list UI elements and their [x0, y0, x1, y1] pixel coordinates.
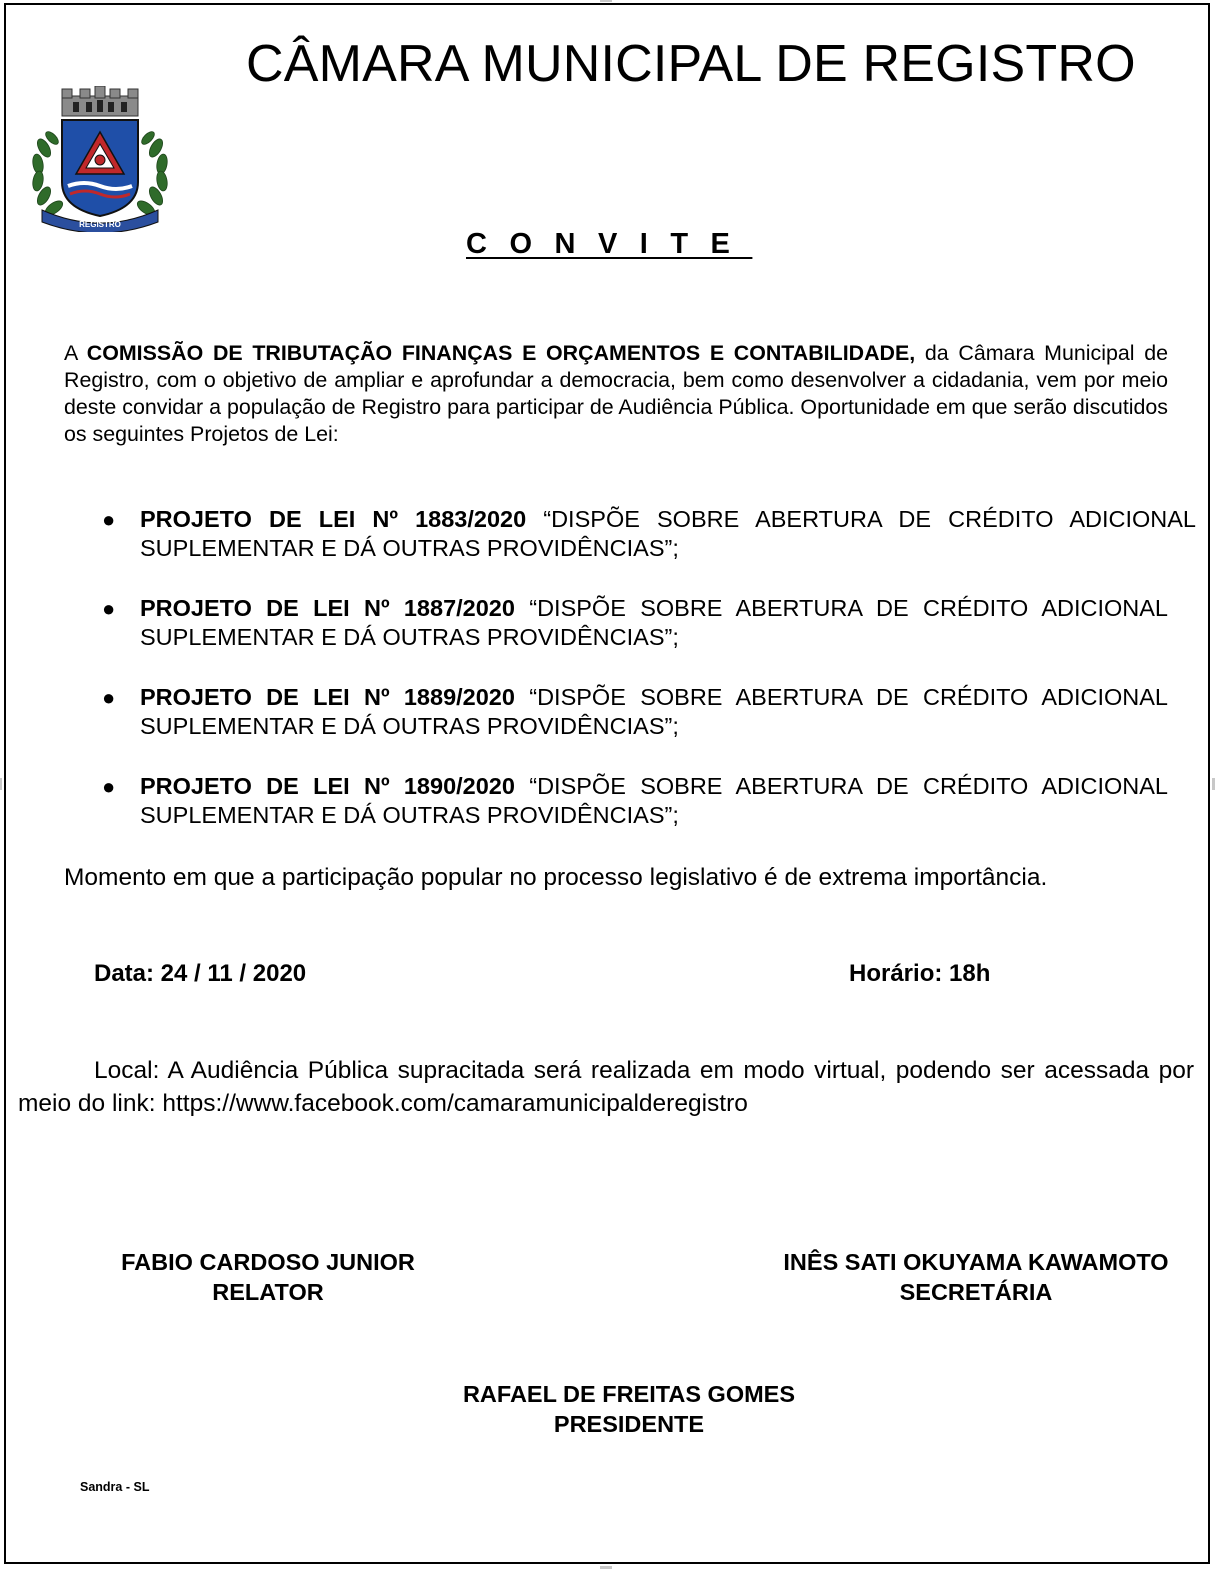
bill-description: “DISPÕE SOBRE ABERTURA DE CRÉDITO ADICIONAL SUPLEMENTAR E DÁ OUTRAS PROVIDÊNCIAS”;	[140, 684, 1168, 739]
bill-description: “DISPÕE SOBRE ABERTURA DE CRÉDITO ADICIONAL SUPLEMENTAR E DÁ OUTRAS PROVIDÊNCIAS”;	[140, 506, 1196, 561]
signature-block-secretaria	[760, 1247, 1192, 1307]
typist-initials: Sandra - SL	[80, 1480, 150, 1494]
signer-role: SECRETÁRIA	[899, 1279, 1053, 1305]
page-title: CÂMARA MUNICIPAL DE REGISTRO	[246, 35, 1136, 93]
bill-number: PROJETO DE LEI Nº 1883/2020	[140, 506, 527, 532]
bullet-icon: ●	[102, 685, 116, 710]
bullet-icon: ●	[102, 774, 116, 799]
signature-block-presidente	[429, 1379, 829, 1439]
page-edge-mark-top	[600, 0, 612, 2]
bill-number: PROJETO DE LEI Nº 1890/2020	[140, 773, 515, 799]
signer-role: PRESIDENTE	[553, 1411, 705, 1437]
page-edge-mark-right	[1212, 778, 1215, 790]
bill-number: PROJETO DE LEI Nº 1887/2020	[140, 595, 515, 621]
signature-block-relator	[64, 1247, 472, 1307]
list-item	[102, 594, 1168, 652]
intro-lead: A	[64, 341, 87, 365]
bullet-icon: ●	[102, 596, 116, 621]
signer-name: FABIO CARDOSO JUNIOR	[121, 1249, 415, 1275]
intro-body: da Câmara Municipal de Registro, com o objetivo de ampliar e aprofundar a democracia, bem como desenvolver a cidadania, vem por meio deste convidar a população de Registro para participar de Audiência Pública. Oportunidade em que serão discutidos os seguintes Projetos de Lei:	[64, 341, 1168, 446]
page-edge-mark-bottom	[600, 1566, 612, 1569]
bill-description: “DISPÕE SOBRE ABERTURA DE CRÉDITO ADICIONAL SUPLEMENTAR E DÁ OUTRAS PROVIDÊNCIAS”;	[140, 595, 1168, 650]
coat-of-arms-icon	[28, 86, 172, 232]
bullet-icon: ●	[102, 507, 116, 532]
signer-role: RELATOR	[212, 1279, 324, 1305]
page-edge-mark-left	[0, 778, 2, 790]
signer-name: INÊS SATI OKUYAMA KAWAMOTO	[783, 1249, 1169, 1275]
bill-list	[102, 505, 1196, 861]
list-item	[102, 505, 1196, 563]
event-time: Horário: 18h	[849, 960, 991, 987]
bill-number: PROJETO DE LEI Nº 1889/2020	[140, 684, 515, 710]
signer-name: RAFAEL DE FREITAS GOMES	[462, 1381, 796, 1407]
closing-sentence: Momento em que a participação popular no processo legislativo é de extrema importância.	[64, 864, 1048, 891]
bill-description: “DISPÕE SOBRE ABERTURA DE CRÉDITO ADICIONAL SUPLEMENTAR E DÁ OUTRAS PROVIDÊNCIAS”;	[140, 773, 1168, 828]
emblem-banner-text: REGISTRO	[79, 220, 121, 229]
event-date: Data: 24 / 11 / 2020	[94, 960, 307, 987]
list-item	[102, 772, 1168, 830]
list-item	[102, 683, 1168, 741]
intro-paragraph	[64, 340, 1168, 448]
location-paragraph: Local: A Audiência Pública supracitada será realizada em modo virtual, podendo ser acessada por meio do link: https://www.facebook.com/camaramunicipalderegistro	[18, 1057, 1194, 1117]
document-heading: CONVITE	[466, 228, 753, 260]
committee-name: COMISSÃO DE TRIBUTAÇÃO FINANÇAS E ORÇAMENTOS E CONTABILIDADE,	[86, 341, 916, 365]
